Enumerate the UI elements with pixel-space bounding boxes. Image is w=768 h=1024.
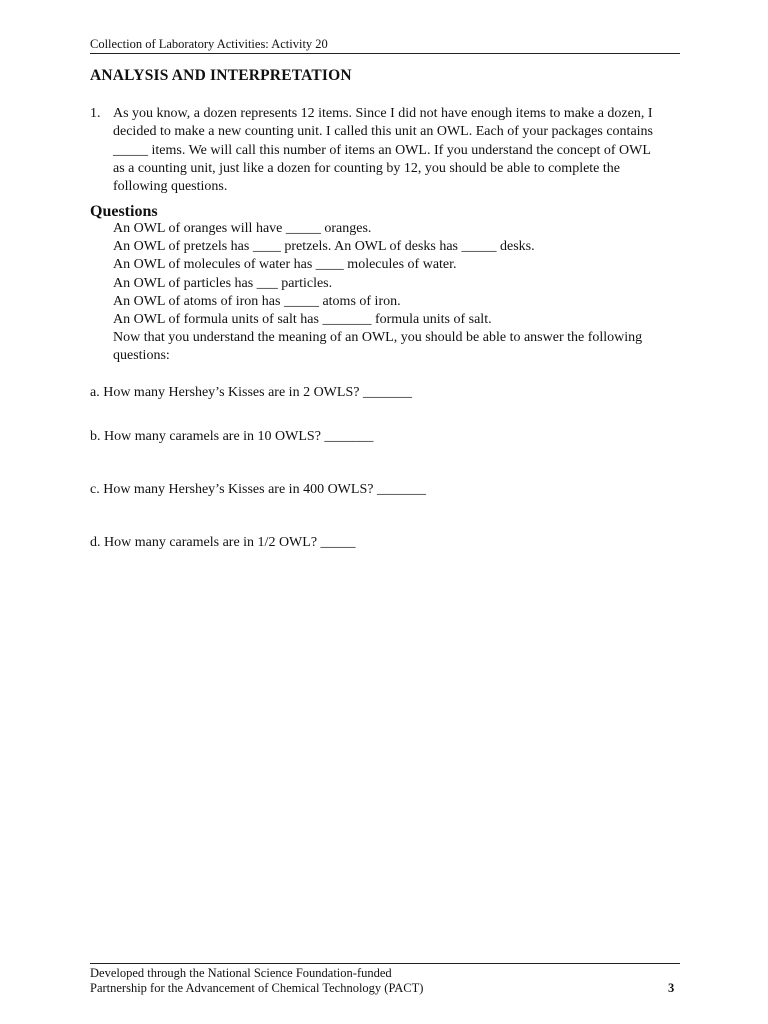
question-line: An OWL of formula units of salt has _______ formula units of salt. bbox=[113, 312, 492, 328]
item-1-line: as a counting unit, just like a dozen for counting by 12, you should be able to complete the bbox=[113, 160, 621, 176]
item-1-number: 1. bbox=[90, 106, 101, 121]
question-b: b. How many caramels are in 10 OWLS? _______ bbox=[90, 429, 374, 444]
question-line: An OWL of atoms of iron has _____ atoms of iron. bbox=[113, 293, 401, 309]
question-line: An OWL of oranges will have _____ oranges. bbox=[113, 221, 372, 236]
footer-divider bbox=[90, 963, 680, 964]
section-title: ANALYSIS AND INTERPRETATION bbox=[90, 67, 352, 84]
question-line: Now that you understand the meaning of an OWL, you should be able to answer the following bbox=[113, 330, 643, 346]
header-divider bbox=[90, 53, 680, 54]
page-number: 3 bbox=[668, 981, 675, 995]
item-1-line: decided to make a new counting unit. I called this unit an OWL. Each of your packages contains bbox=[113, 124, 653, 140]
item-1-line: _____ items. We will call this number of items an OWL. If you understand the concept of OWL bbox=[113, 142, 651, 158]
question-line: An OWL of pretzels has ____ pretzels. An OWL of desks has _____ desks. bbox=[113, 239, 535, 255]
questions-list bbox=[113, 220, 713, 366]
item-1-line: As you know, a dozen represents 12 items. Since I did not have enough items to make a dozen, I bbox=[113, 106, 653, 121]
question-c: c. How many Hershey’s Kisses are in 400 OWLS? _______ bbox=[90, 482, 426, 497]
question-a: a. How many Hershey’s Kisses are in 2 OWLS? _______ bbox=[90, 385, 412, 400]
item-1-line: following questions. bbox=[113, 179, 228, 195]
question-d: d. How many caramels are in 1/2 OWL? _____ bbox=[90, 535, 356, 550]
item-1-text bbox=[113, 105, 698, 196]
footer-line-2: Partnership for the Advancement of Chemical Technology (PACT) bbox=[90, 981, 424, 995]
questions-heading: Questions bbox=[90, 203, 158, 220]
running-header: Collection of Laboratory Activities: Activity 20 bbox=[90, 37, 328, 51]
footer-credit bbox=[90, 966, 423, 996]
question-line: An OWL of particles has ___ particles. bbox=[113, 275, 333, 291]
footer-line-1: Developed through the National Science Foundation-funded bbox=[90, 966, 392, 980]
question-line: questions: bbox=[113, 348, 170, 364]
question-line: An OWL of molecules of water has ____ molecules of water. bbox=[113, 257, 457, 273]
